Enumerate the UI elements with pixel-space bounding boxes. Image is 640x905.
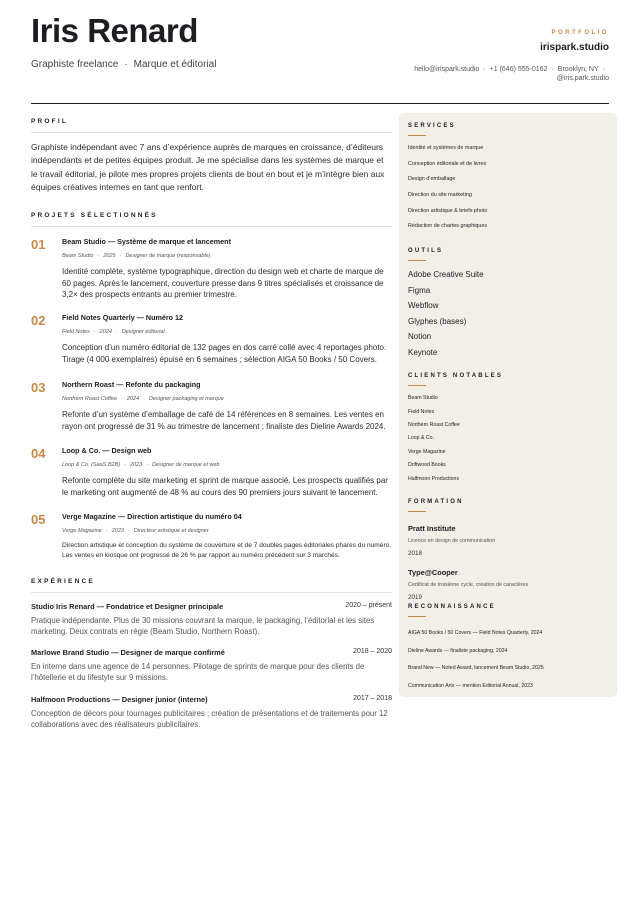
project-title: Beam Studio — Système de marque et lancement [62, 237, 231, 246]
job-description: Conception de décors pour tournages publicitaires ; création de présentations et de traitements pour 12 collaborations avec des réalisateurs publicitaires. [31, 709, 388, 730]
project-title: Field Notes Quarterly — Numéro 12 [62, 313, 184, 322]
list-item: Glyphes (bases) [408, 316, 467, 326]
specialty-text: Marque et éditorial [133, 59, 217, 70]
school-name: Type@Cooper [408, 568, 458, 578]
job-dates: 2020 – présent [345, 602, 392, 609]
list-item: Loop & Co. [408, 435, 434, 442]
list-item: Northern Roast Coffee [408, 421, 460, 428]
list-item: Halfmoon Productions [408, 475, 460, 482]
portfolio-label: PORTFOLIO [551, 30, 609, 36]
list-item: Keynote [408, 347, 438, 357]
section-title-tools: OUTILS [408, 248, 444, 254]
list-item: Notion [408, 332, 432, 342]
education-item [408, 568, 608, 601]
education-item [408, 524, 608, 557]
education-year: 2019 [408, 594, 423, 602]
list-item: Identité et systèmes de marque [408, 145, 484, 152]
project-meta: Northern Roast Coffee · 2024 · Designer packaging et marque [62, 396, 224, 402]
portfolio-link[interactable]: irispark.studio [540, 42, 609, 53]
section-divider [31, 592, 392, 593]
project-number: 04 [31, 446, 46, 461]
experience-item [31, 695, 392, 731]
project-meta: Field Notes · 2024 · Designer éditorial [62, 329, 165, 335]
project-year: 2023 [111, 528, 124, 534]
sidebar [399, 113, 617, 697]
section-title-awards: RECONNAISSANCE [408, 604, 496, 610]
phone-text: +1 (646) 555-0162 [489, 66, 548, 73]
project-year: 2023 [129, 462, 143, 468]
project-client: Loop & Co. (SaaS B2B) [62, 462, 121, 468]
job-description: En interne dans une agence de 14 personnes. Pilotage de sprints de marque pour des clients de l’hôtellerie et du lifestyle sur 9 missions. [31, 662, 365, 683]
list-item: Brand New — Noted Award, lancement Beam Studio, 2025 [408, 665, 544, 672]
project-year: 2025 [103, 253, 116, 259]
clients-section [408, 373, 608, 489]
project-title: Northern Roast — Refonte du packaging [62, 380, 201, 389]
project-description: Refonte d’un système d’emballage de café de 14 références en 8 semaines. Les ventes en rayon ont progressé de 31 % au trimestre de lancement ; finaliste des Dieline Awards 2024. [62, 410, 386, 431]
social-handle[interactable]: @iris.park.studio [556, 75, 609, 82]
education-section [408, 499, 608, 601]
job-description: Pratique indépendante. Plus de 30 missions couvrant la marque, le packaging, l’éditorial et les sites marketing. Deux contrats en régie (Beam Studio, Northern Roast). [31, 616, 375, 637]
degree-text: Certificat de troisième cycle, création de caractères [408, 582, 529, 589]
candidate-name: Iris Renard [31, 12, 198, 49]
project-year: 2024 [126, 396, 140, 402]
project-role: Directeur artistique et designer [133, 528, 209, 534]
section-title-services: SERVICES [408, 123, 456, 129]
project-role: Designer de marque (responsable) [125, 253, 211, 259]
job-title: Halfmoon Productions — Designer junior (interne) [31, 695, 208, 704]
project-role: Designer de marque et web [152, 462, 220, 468]
list-item: Dieline Awards — finaliste packaging, 2024 [408, 647, 508, 654]
project-role: Designer éditorial [121, 329, 165, 335]
accent-divider [408, 385, 426, 386]
tools-list [408, 270, 608, 363]
section-divider [31, 226, 392, 227]
job-title: Studio Iris Renard — Fondatrice et Designer principale [31, 602, 224, 611]
contact-block [414, 30, 609, 83]
project-number: 05 [31, 512, 46, 527]
list-item: AIGA 50 Books / 50 Covers — Field Notes Quarterly, 2024 [408, 630, 543, 637]
accent-divider [408, 135, 426, 136]
section-title-education: FORMATION [408, 499, 464, 505]
project-title: Verge Magazine — Direction artistique du numéro 04 [62, 512, 242, 521]
project-description: Identité complète, système typographique, direction du design web et charte de marque de 60 pages. Après le lancement, couverture presse dans 9 titres spécialisés et croissance de 3,2× des prospects entrants au premier trimestre. [62, 267, 384, 300]
project-client: Field Notes [62, 329, 90, 335]
resume-header [31, 12, 609, 104]
header-divider [31, 103, 609, 104]
project-description: Refonte complète du site marketing et sprint de marque associé. Les prospects qualifiés par le marketing ont augmenté de 48 % au cours des 90 premiers jours suivant le lancement. [62, 476, 388, 497]
section-title-projects: PROJETS SÉLECTIONNÉS [31, 212, 158, 219]
school-name: Pratt Institute [408, 524, 456, 534]
location-text: Brooklyn, NY [557, 66, 599, 73]
degree-text: Licence en design de communication [408, 538, 496, 545]
project-meta: Loop & Co. (SaaS B2B) · 2023 · Designer de marque et web [62, 462, 220, 468]
project-client: Verge Magazine [62, 528, 102, 534]
project-client: Northern Roast Coffee [62, 396, 118, 402]
awards-list [408, 630, 608, 700]
experience-item [31, 648, 392, 684]
section-divider [31, 132, 392, 133]
project-meta: Verge Magazine · 2023 · Directeur artistique et designer [62, 528, 209, 534]
project-role: Designer packaging et marque [148, 396, 224, 402]
profile-text: Graphiste indépendant avec 7 ans d’expérience auprès de marques en croissance, d’éditeurs indépendants et de petites équipes produit. Je me spécialise dans les systèmes de marque et le travail éditorial, je pilote mes propres projets clients de bout en bout et je m’intègre bien aux équipes créatives internes en tant que renfort. [31, 142, 385, 192]
list-item: Verge Magazine [408, 448, 446, 455]
list-item: Adobe Creative Suite [408, 270, 484, 280]
project-title: Loop & Co. — Design web [62, 446, 152, 455]
list-item: Rédaction de chartes graphiques [408, 223, 488, 230]
project-number: 03 [31, 380, 46, 395]
project-meta: Beam Studio · 2025 · Designer de marque (responsable) [62, 253, 211, 259]
project-number: 02 [31, 313, 46, 328]
list-item: Driftwood Books [408, 462, 446, 469]
list-item: Field Notes [408, 408, 435, 415]
accent-divider [408, 616, 426, 617]
list-item: Direction artistique & briefs photo [408, 207, 488, 214]
clients-list [408, 395, 608, 489]
list-item: Figma [408, 285, 431, 295]
experience-heading [31, 578, 392, 593]
list-item: Webflow [408, 301, 439, 311]
accent-divider [408, 260, 426, 261]
email-link[interactable]: hello@irispark.studio [414, 66, 480, 73]
list-item: Beam Studio [408, 395, 438, 402]
services-list [408, 145, 608, 239]
project-description: Direction artistique et conception du système de couverture et de 7 doubles pages éditoriales phares du numéro. Les ventes en kiosque ont progressé de 26 % par rapport au numéro précédent sur 3 marchés. [62, 542, 392, 559]
education-year: 2018 [408, 550, 423, 558]
projects-heading [31, 212, 392, 227]
section-title-clients: CLIENTS NOTABLES [408, 373, 504, 379]
services-section [408, 123, 608, 239]
tagline [31, 59, 216, 70]
awards-section [408, 604, 608, 701]
list-item: Direction du site marketing [408, 191, 472, 198]
experience-item [31, 602, 392, 638]
contact-line: hello@irispark.studio · +1 (646) 555-0162 · Brooklyn, NY · @iris.park.studio [414, 66, 609, 82]
role-text: Graphiste freelance [31, 59, 119, 70]
project-description: Conception d’un numéro éditorial de 132 pages en dos carré collé avec 4 reportages photo. Tirage (4 000 exemplaires) épuisé en 6 semaines ; sélection AIGA 50 Books / 50 Covers. [62, 343, 387, 364]
section-title-experience: EXPÉRIENCE [31, 578, 95, 585]
job-dates: 2018 – 2020 [353, 648, 392, 655]
job-dates: 2017 – 2018 [353, 695, 392, 702]
job-title: Marlowe Brand Studio — Designer de marque confirmé [31, 648, 225, 657]
accent-divider [408, 511, 426, 512]
list-item: Communication Arts — mention Editorial Annual, 2023 [408, 682, 533, 689]
section-title-profile: PROFIL [31, 118, 69, 125]
project-number: 01 [31, 237, 46, 252]
project-client: Beam Studio [62, 253, 94, 259]
list-item: Design d’emballage [408, 176, 456, 183]
project-year: 2024 [99, 329, 112, 335]
list-item: Conception éditoriale et de livres [408, 160, 487, 167]
separator-dot: · [124, 59, 128, 70]
tools-section [408, 248, 608, 363]
profile-section [31, 118, 392, 194]
